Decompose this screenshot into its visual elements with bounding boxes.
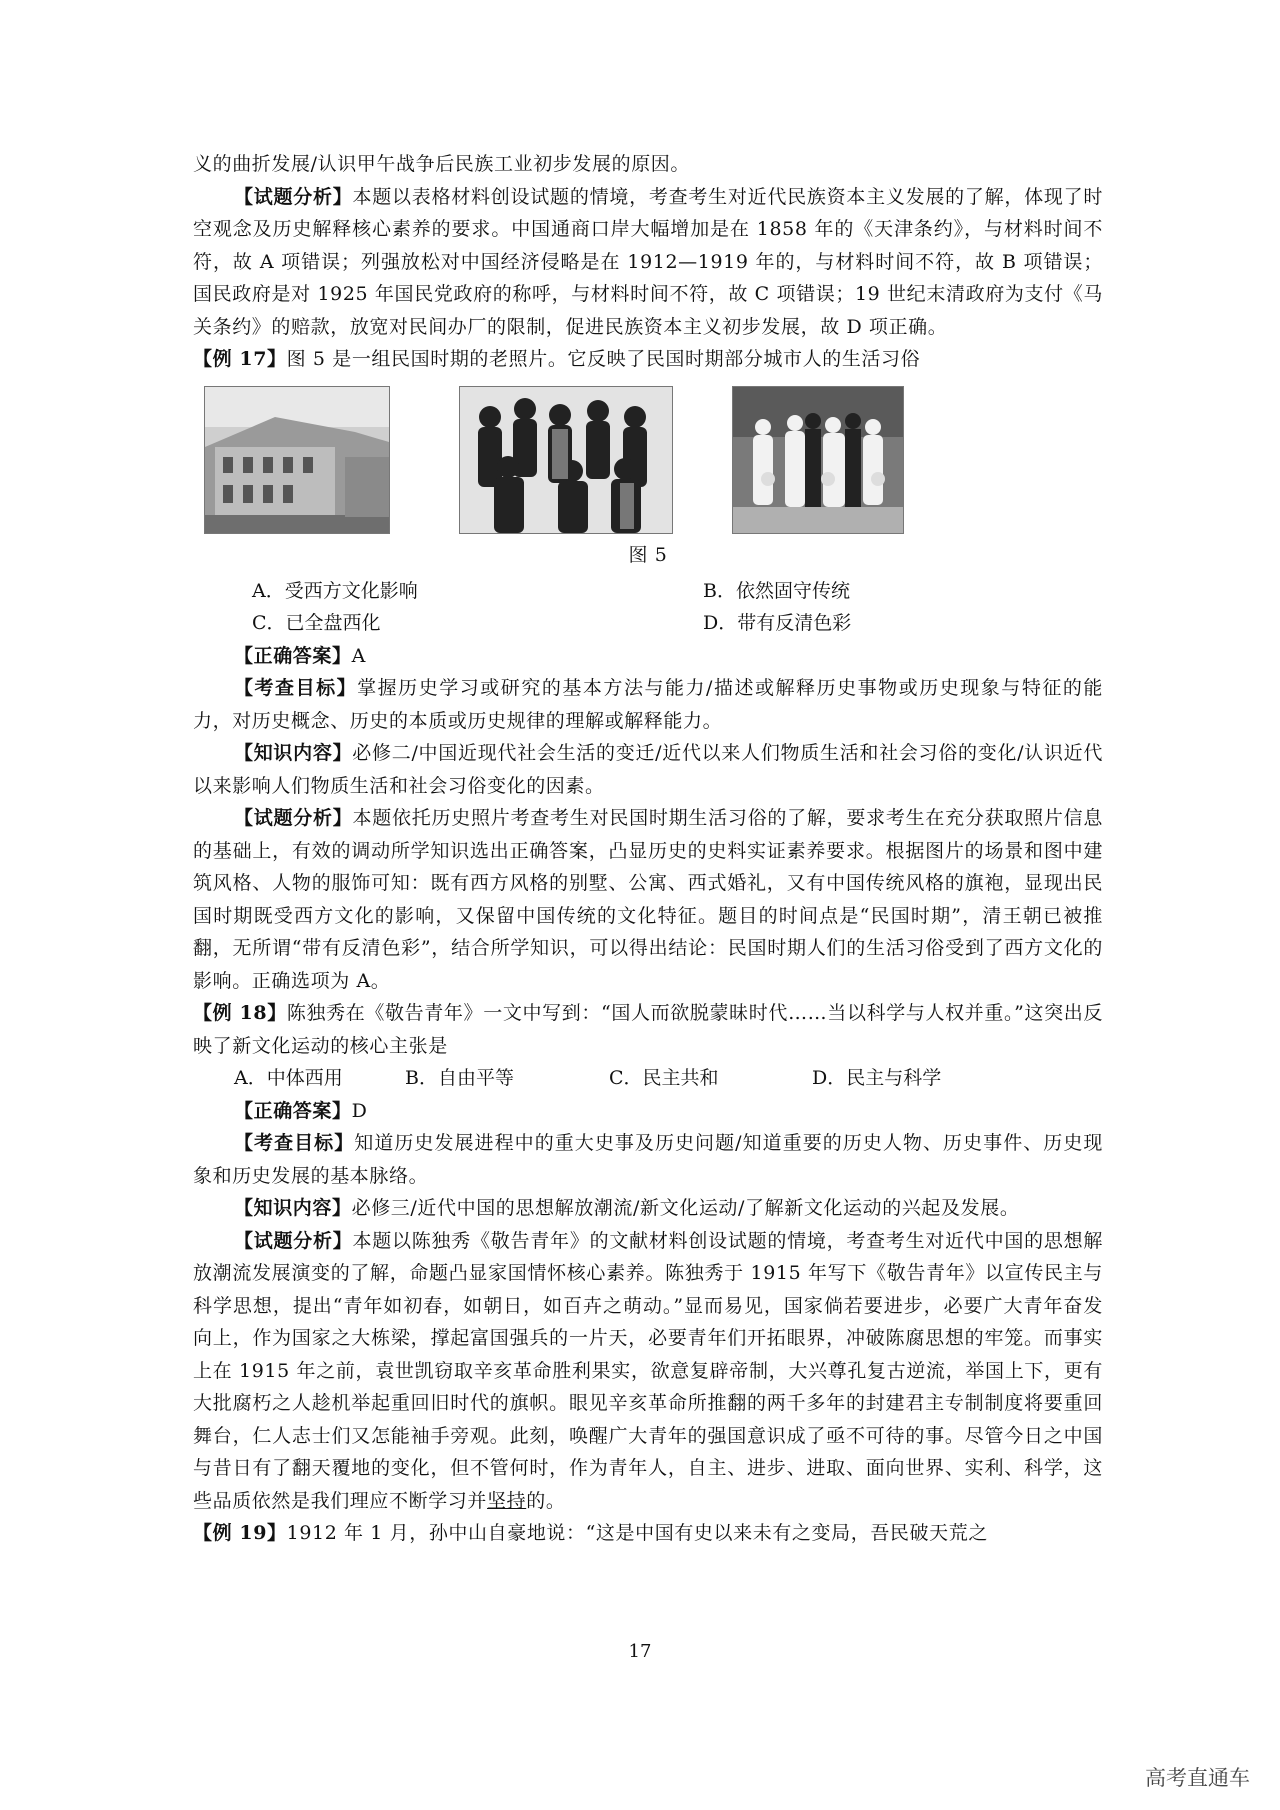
watermark-text: 高考直通车 — [1145, 1766, 1250, 1790]
knowledge-tag: 【知识内容】 — [234, 1197, 352, 1219]
answer-tag: 【正确答案】 — [234, 1099, 352, 1122]
ex18-stem — [193, 997, 1103, 1062]
knowledge-tag: 【知识内容】 — [234, 742, 353, 764]
analysis-end: 的。 — [526, 1489, 566, 1512]
ex19-stem — [193, 1517, 1103, 1550]
options-row-2 — [193, 607, 1103, 640]
example-label: 【例 18】 — [193, 1002, 287, 1024]
answer-tag: 【正确答案】 — [234, 644, 352, 667]
ex17-goal — [193, 672, 1103, 737]
analysis-tag: 【试题分析】 — [234, 1229, 353, 1252]
ex17-knowledge — [193, 737, 1103, 802]
answer-value: D — [351, 1099, 368, 1122]
photo-western-villa — [204, 386, 390, 534]
option-d: D．带有反清色彩 — [703, 612, 852, 634]
analysis-text: 本题依托历史照片考查考生对民国时期生活习俗的了解，要求考生在充分获取照片信息的基础上，有效的调动所学知识选出正确答案，凸显历史的史料实证素养要求。根据图片的场景和图中建筑风格、人物的服饰可知：既有西方风格的别墅、公寓、西式婚礼，又有中国传统风格的旗袍，显现出民国时期既受西方文化的影响，又保留中国传统的文化特征。题目的时间点是“民国时期”，清王朝已被推翻，无所谓“带有反清色彩”，结合所学知识，可以得出结论：民国时期人们的生活习俗受到了西方文化的影响。正确选项为 A。 — [193, 807, 1103, 992]
option-a: A．受西方文化影响 — [252, 579, 418, 602]
photo-qipao-women — [459, 386, 673, 534]
goal-text: 知道历史发展进程中的重大史事及历史问题/知道重要的历史人物、历史事件、历史现象和历史发展的基本脉络。 — [193, 1132, 1103, 1187]
ex18-options — [193, 1062, 1103, 1095]
option-d: D．民主与科学 — [812, 1067, 942, 1089]
knowledge-text: 必修二/中国近现代社会生活的变迁/近代以来人们物质生活和社会习俗的变化/认识近代以来影响人们物质生活和社会习俗变化的因素。 — [193, 742, 1103, 797]
ex18-knowledge — [193, 1192, 1103, 1225]
ex17-analysis — [193, 802, 1103, 997]
example-label: 【例 19】 — [193, 1522, 287, 1544]
option-b: B．自由平等 — [405, 1067, 514, 1089]
answer-value: A — [351, 644, 366, 667]
ex18-answer — [193, 1095, 1103, 1128]
figure-caption: 图 5 — [628, 543, 668, 566]
underlined-word: 坚持 — [487, 1489, 527, 1512]
analysis-text: 本题以表格材料创设试题的情境，考查考生对近代民族资本主义发展的了解，体现了时空观念及历史解释核心素养的要求。中国通商口岸大幅增加是在 1858 年的《天津条约》，与材料时间不符，故 A 项错误；列强放松对中国经济侵略是在 1912—1919 年的，与材料时间不符，故 B 项错误；国民政府是对 1925 年国民党政府的称呼，与材料时间不符，故 C 项错误；19 世纪末清政府为支付《马关条约》的赔款，放宽对民间办厂的限制，促进民族资本主义初步发展，故 D 项正确。 — [193, 185, 1103, 338]
ex17-answer — [193, 640, 1103, 673]
option-b: B．依然固守传统 — [703, 579, 850, 602]
question-stem: 1912 年 1 月，孙中山自豪地说：“这是中国有史以来未有之变局，吾民破天荒之 — [286, 1522, 988, 1544]
goal-tag: 【考查目标】 — [234, 1132, 355, 1154]
analysis-text: 本题以陈独秀《敬告青年》的文献材料创设试题的情境，考查考生对近代中国的思想解放潮流发展演变的了解，命题凸显家国情怀核心素养。陈独秀于 1915 年写下《敬告青年》以宣传民主与科学思想，提出“青年如初春，如朝日，如百卉之萌动。”显而易见，国家倘若要进步，必要广大青年奋发向上，作为国家之大栋梁，撑起富国强兵的一片天，必要青年们开拓眼界，冲破陈腐思想的牢笼。而事实上在 1915 年之前，袁世凯窃取辛亥革命胜利果实，欲意复辟帝制，大兴尊孔复古逆流，举国上下，更有大批腐朽之人趁机举起重回旧时代的旗帜。眼见辛亥革命所推翻的两千多年的封建君主专制制度将要重回舞台，仁人志士们又怎能袖手旁观。此刻，唤醒广大青年的强国意识成了亟不可待的事。尽管今日之中国与昔日有了翻天覆地的变化，但不管何时，作为青年人，自主、进步、进取、面向世界、实利、科学，这些品质依然是我们理应不断学习并 — [193, 1229, 1103, 1512]
ex17-stem — [193, 343, 1103, 376]
goal-text: 掌握历史学习或研究的基本方法与能力/描述或解释历史事物或历史现象与特征的能力，对历史概念、历史的本质或历史规律的理解或解释能力。 — [193, 677, 1103, 732]
ex18-goal — [193, 1127, 1103, 1192]
question-stem: 图 5 是一组民国时期的老照片。它反映了民国时期部分城市人的生活习俗 — [286, 348, 921, 370]
figure-5-photos — [193, 386, 1103, 541]
page-number: 17 — [628, 1641, 652, 1662]
knowledge-text: 必修三/近代中国的思想解放潮流/新文化运动/了解新文化运动的兴起及发展。 — [351, 1197, 1020, 1219]
ex18-analysis — [193, 1225, 1103, 1518]
text-line: 义的曲折发展/认识甲午战争后民族工业初步发展的原因。 — [193, 153, 691, 175]
photo-western-wedding — [732, 386, 904, 534]
analysis-tag: 【试题分析】 — [234, 807, 353, 829]
option-a: A．中体西用 — [234, 1067, 343, 1089]
options-row-1 — [193, 575, 1103, 608]
ex16-analysis — [193, 181, 1103, 344]
question-stem: 陈独秀在《敬告青年》一文中写到：“国人而欲脱蒙昧时代……当以科学与人权并重。”这突出反映了新文化运动的核心主张是 — [193, 1002, 1104, 1057]
option-c: C．民主共和 — [609, 1067, 719, 1089]
goal-tag: 【考查目标】 — [234, 677, 358, 699]
analysis-tag: 【试题分析】 — [234, 185, 353, 208]
document-body — [193, 148, 1103, 1550]
option-c: C．已全盘西化 — [252, 612, 381, 634]
example-label: 【例 17】 — [193, 348, 287, 370]
